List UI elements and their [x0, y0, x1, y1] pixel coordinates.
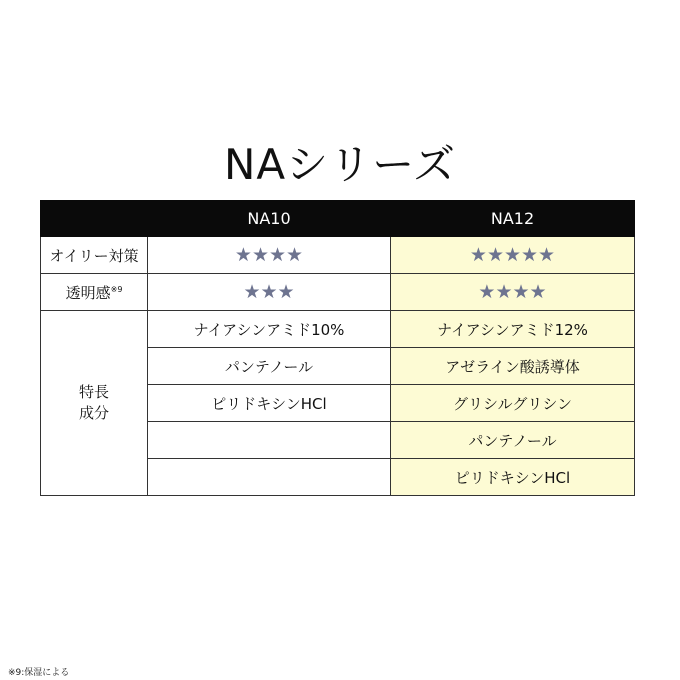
na10-ingredient: パンテノール: [148, 348, 391, 385]
table-header-row: [41, 201, 635, 237]
na12-ingredient: グリシルグリシン: [391, 385, 635, 422]
header-na12: NA12: [391, 201, 635, 237]
features-label-line1: 特長: [78, 383, 109, 401]
clarity-row: [41, 274, 635, 311]
star-rating-icon: ★★★: [243, 281, 295, 303]
features-label-line2: 成分: [78, 404, 109, 422]
comparison-table: [40, 200, 635, 496]
clarity-label: [41, 274, 148, 311]
oily-na10-rating: [148, 237, 391, 274]
na12-ingredient: ピリドキシンHCl: [391, 459, 635, 496]
clarity-na12-rating: [391, 274, 635, 311]
star-rating-icon: ★★★★: [478, 281, 547, 303]
na12-ingredient: アゼライン酸誘導体: [391, 348, 635, 385]
clarity-na10-rating: [148, 274, 391, 311]
header-na10: NA10: [148, 201, 391, 237]
clarity-label-text: 透明感: [65, 283, 111, 302]
star-rating-icon: ★★★★: [234, 244, 304, 266]
feature-row: [41, 311, 635, 348]
star-rating-icon: ★★★★★: [469, 244, 556, 266]
page-title: NAシリーズ: [223, 140, 457, 189]
oily-label: オイリー対策: [41, 237, 148, 274]
features-label: [41, 311, 148, 496]
header-empty-cell: [41, 201, 148, 237]
na10-ingredient: ピリドキシンHCl: [148, 385, 391, 422]
na10-ingredient: ナイアシンアミド10%: [148, 311, 391, 348]
na12-ingredient: ナイアシンアミド12%: [391, 311, 635, 348]
oily-row: [41, 237, 635, 274]
na12-ingredient: パンテノール: [391, 422, 635, 459]
na10-ingredient: [148, 422, 391, 459]
footnote: ※9:保湿による: [8, 668, 70, 678]
oily-na12-rating: [391, 237, 635, 274]
na10-ingredient: [148, 459, 391, 496]
footnote-marker: ※9: [110, 284, 123, 294]
